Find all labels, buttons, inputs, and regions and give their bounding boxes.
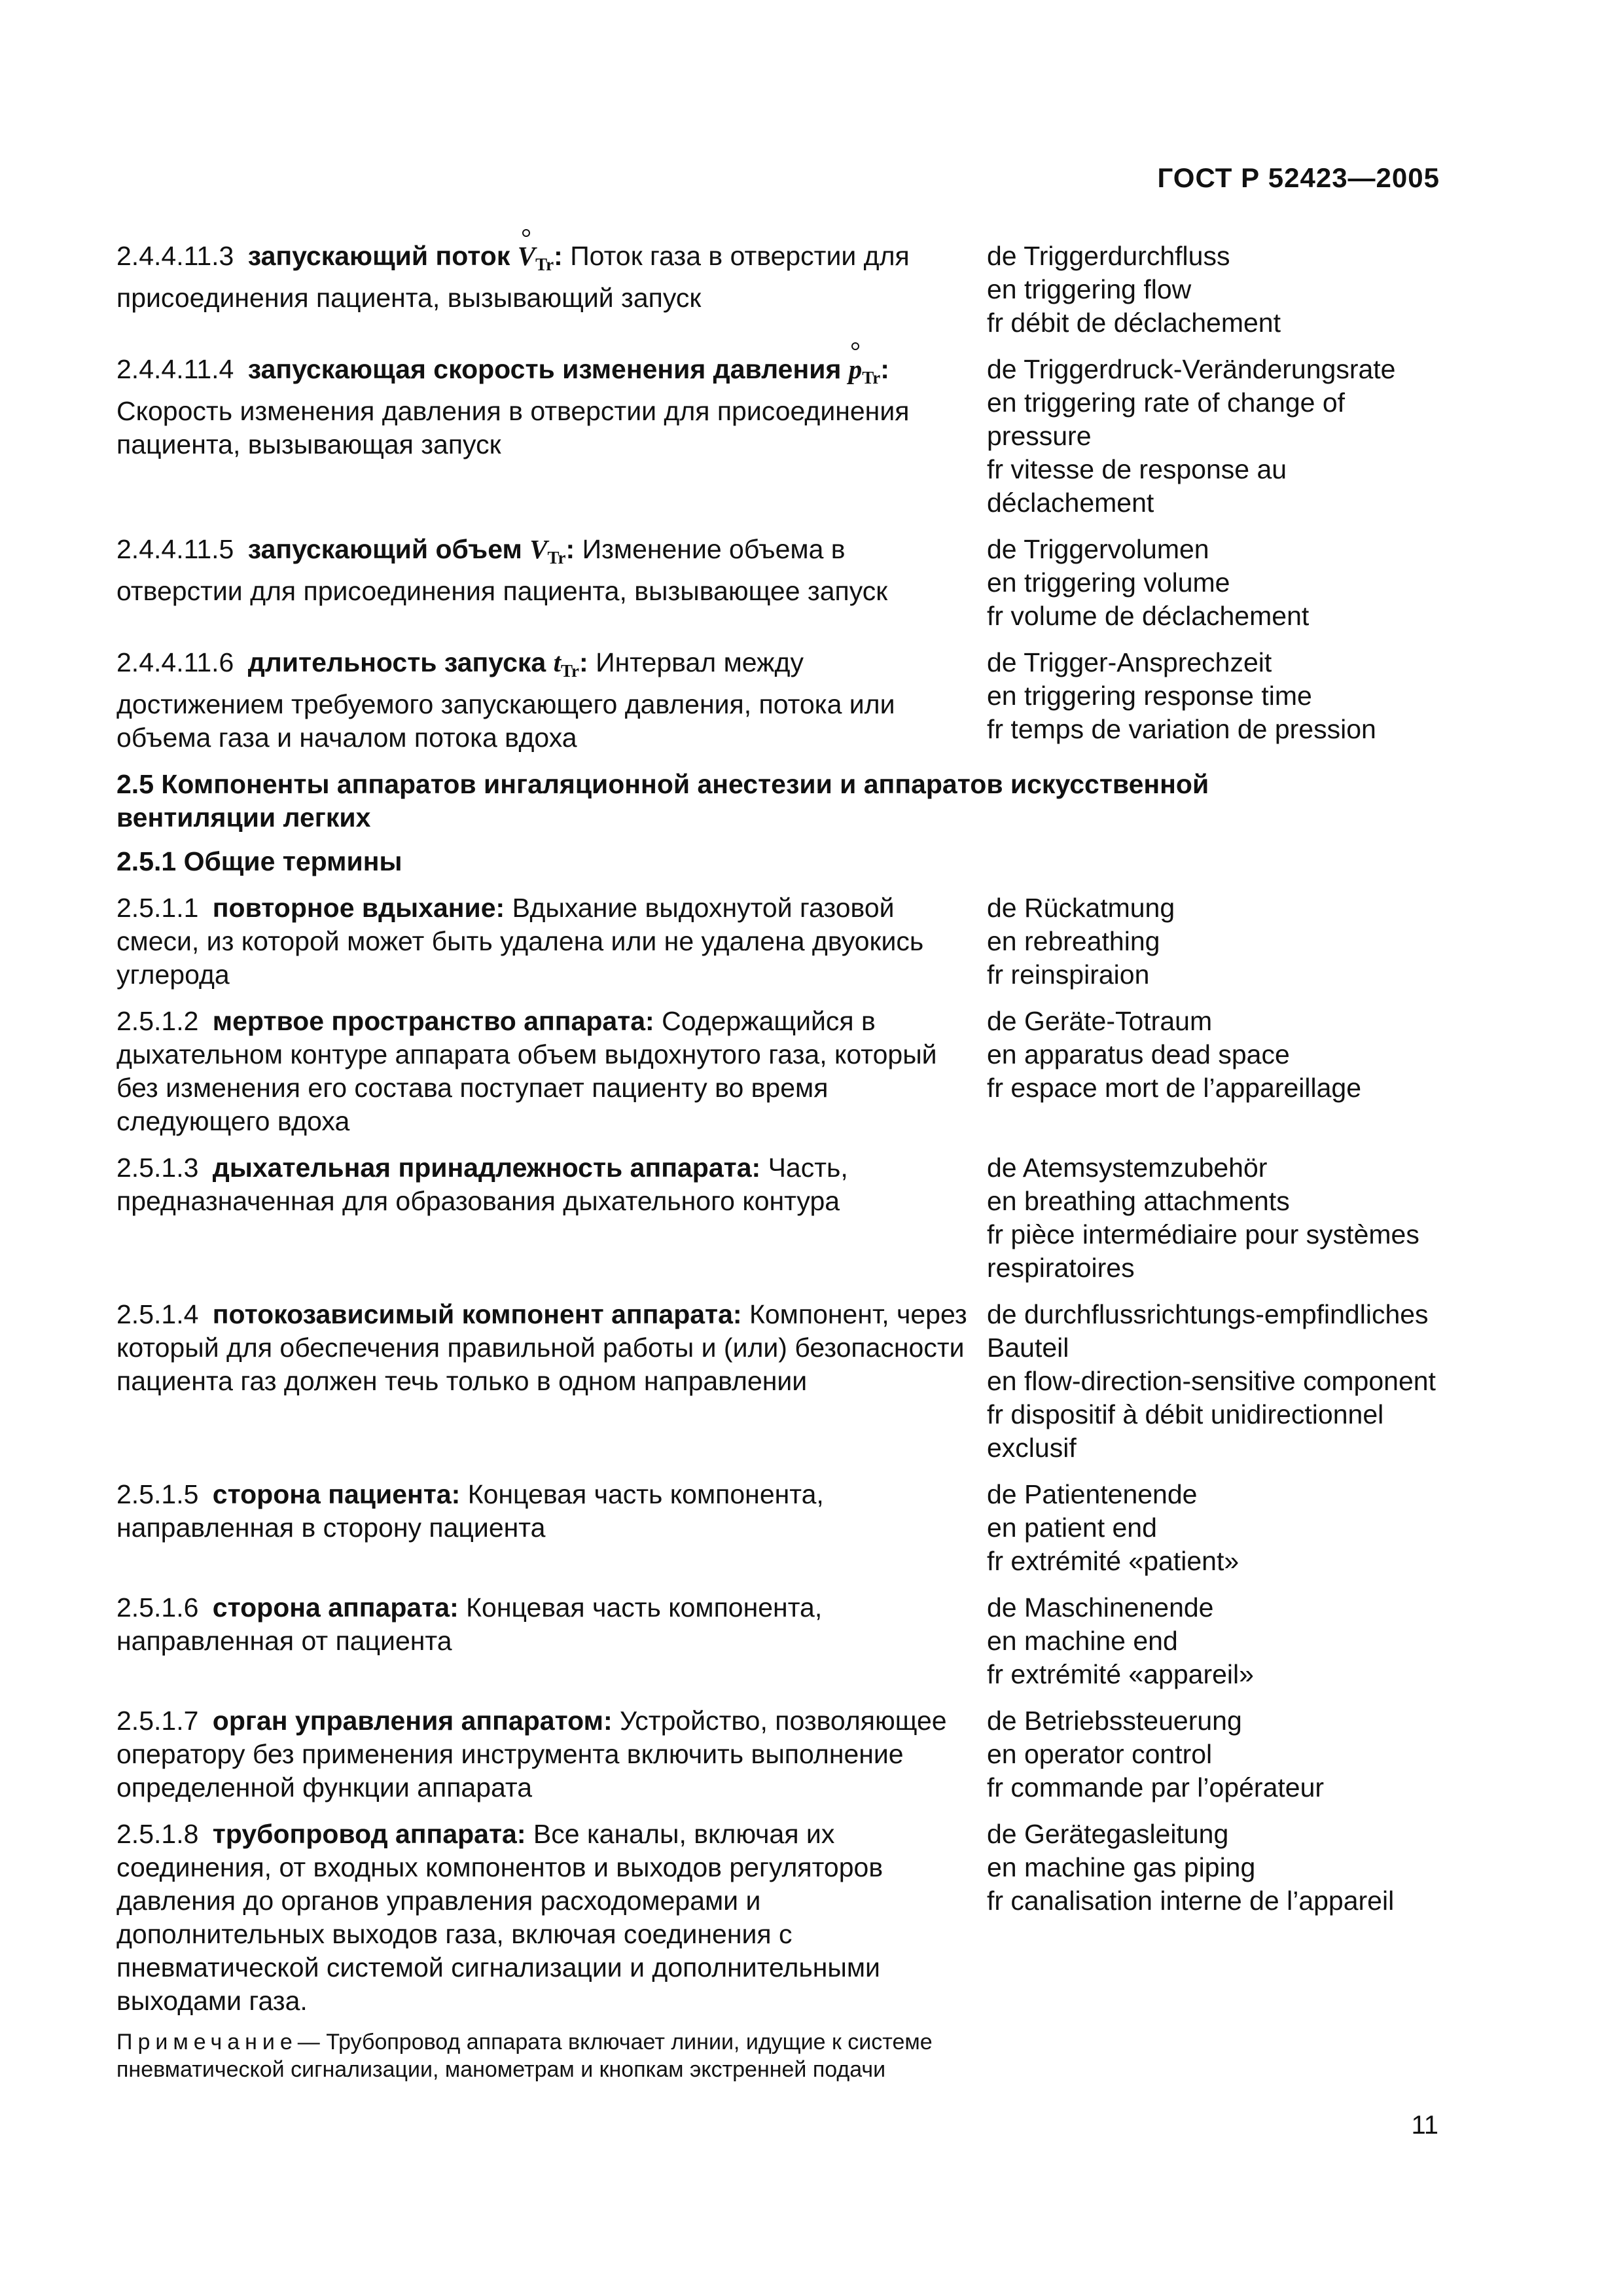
translation-en: en machine end: [987, 1626, 1178, 1656]
term-entry: [116, 1005, 1445, 1138]
translation-de: de Gerätegasleitung: [987, 1819, 1229, 1849]
translation-fr: fr extrémité «patient»: [987, 1546, 1240, 1576]
symbol-subscript: Tr: [862, 368, 881, 387]
term-entry: [116, 533, 1445, 633]
term-translations: [987, 1704, 1445, 1804]
term-number: 2.5.1.6: [116, 1592, 199, 1623]
term-entry: [116, 891, 1445, 992]
symbol-subscript: Tr: [561, 661, 580, 681]
note-text: — Трубопровод аппарата включает линии, идущие к системе пневматической сигнализации, манометрам и кнопкам экстренней подачи: [116, 2030, 933, 2082]
term-name: орган управления аппаратом:: [212, 1706, 613, 1736]
term-entry: [116, 240, 1445, 340]
term-number: 2.5.1.1: [116, 893, 199, 923]
translation-de: de Triggervolumen: [987, 534, 1209, 564]
translation-en: en triggering volume: [987, 567, 1230, 598]
term-translations: [987, 646, 1445, 755]
term-entry: [116, 1818, 1445, 2018]
translation-de: de Atemsystemzubehör: [987, 1153, 1268, 1183]
translation-en: en breathing attachments: [987, 1186, 1290, 1216]
translation-fr: fr extrémité «appareil»: [987, 1659, 1254, 1689]
term-name: запускающий объем: [247, 534, 522, 564]
translation-fr: fr volume de déclachement: [987, 601, 1310, 631]
symbol-letter: p: [848, 354, 863, 384]
translation-en: en flow-direction-sensitive component: [987, 1366, 1436, 1396]
term-translations: [987, 353, 1445, 520]
term-symbol: [517, 241, 554, 274]
translation-de: de durchflussrichtungs-empfindliches Bauteil: [987, 1299, 1429, 1363]
term-definition-block: 2.4.4.11.5 запускающий объем $V_{Tr}$: Изменение объема в отверстии для присоединения пациента, вызывающее запуск: [116, 534, 888, 606]
translation-fr: fr pièce intermédiaire pour systèmes respiratoires: [987, 1219, 1419, 1283]
term-definition: Концевая часть компонента, направленная в сторону пациента: [116, 1479, 824, 1543]
note: [116, 2028, 961, 2083]
page-number: 11: [1411, 2111, 1438, 2140]
term-definition-block: 2.4.4.11.4 запускающая скорость изменения давления $p_{Tr}$: Скорость изменения давления в отверстии для присоединения пациента, вызывающая запуск: [116, 354, 910, 459]
term-name: запускающая скорость изменения давления: [247, 354, 842, 384]
term-definition-block: 2.4.4.11.6 длительность запуска $t_{Tr}$: Интервал между достижением требуемого запускающего давления, потока или объема газа и началом потока вдоха: [116, 647, 895, 753]
term-translations: [987, 1005, 1445, 1138]
term-definition: Изменение объема в отверстии для присоединения пациента, вызывающее запуск: [116, 534, 888, 606]
translation-de: de Betriebssteuerung: [987, 1706, 1242, 1736]
term-definition: Устройство, позволяющее оператору без применения инструмента включить выполнение определенной функции аппарата: [116, 1706, 947, 1803]
symbol-subscript: Tr: [535, 255, 554, 274]
term-name: потокозависимый компонент аппарата:: [212, 1299, 742, 1329]
term-definition-block: [116, 1151, 967, 1285]
term-definition-block: [116, 1818, 967, 2018]
term-name: длительность запуска: [247, 647, 546, 677]
translation-de: de Triggerdurchfluss: [987, 241, 1230, 271]
term-definition-block: [116, 1478, 967, 1578]
term-definition: Вдыхание выдохнутой газовой смеси, из которой может быть удалена или не удалена двуокись углерода: [116, 893, 924, 990]
term-definition-block: [116, 891, 967, 992]
term-symbol: [848, 354, 881, 387]
symbol-subscript: Tr: [547, 548, 566, 567]
term-name: повторное вдыхание:: [212, 893, 505, 923]
term-number: 2.5.1.5: [116, 1479, 199, 1509]
term-translations: [987, 1478, 1445, 1578]
term-definition: Интервал между достижением требуемого запускающего давления, потока или объема газа и началом потока вдоха: [116, 647, 895, 753]
term-number: 2.4.4.11.3: [116, 241, 234, 271]
translation-en: en patient end: [987, 1513, 1157, 1543]
term-entry: [116, 353, 1445, 520]
term-name: сторона пациента:: [212, 1479, 461, 1509]
term-definition-block: [116, 1298, 967, 1465]
term-translations: [987, 891, 1445, 992]
term-number: 2.4.4.11.4: [116, 354, 234, 384]
page-content: [116, 240, 1445, 2083]
symbol-letter: V: [517, 241, 536, 271]
note-label: Примечание: [116, 2030, 298, 2054]
translation-en: en triggering flow: [987, 274, 1192, 304]
term-number: 2.5.1.4: [116, 1299, 199, 1329]
term-number: 2.5.1.2: [116, 1006, 199, 1036]
translation-de: de Patientenende: [987, 1479, 1198, 1509]
term-number: 2.4.4.11.6: [116, 647, 234, 677]
term-definition: Компонент, через который для обеспечения правильной работы и (или) безопасности пациента газ должен течь только в одном направлении: [116, 1299, 967, 1396]
term-definition: Концевая часть компонента, направленная от пациента: [116, 1592, 823, 1656]
term-entry: [116, 1298, 1445, 1465]
term-definition: Содержащийся в дыхательном контуре аппарата объем выдохнутого газа, который без изменения его состава поступает пациенту во время следующего вдоха: [116, 1006, 937, 1136]
term-number: 2.5.1.8: [116, 1819, 199, 1849]
term-name: мертвое пространство аппарата:: [212, 1006, 654, 1036]
translation-fr: fr vitesse de response au déclachement: [987, 454, 1287, 518]
translation-fr: fr espace mort de l’appareillage: [987, 1073, 1362, 1103]
term-definition: Поток газа в отверстии для присоединения пациента, вызывающий запуск: [116, 241, 910, 313]
term-entry: [116, 1151, 1445, 1285]
translation-en: en triggering response time: [987, 681, 1312, 711]
term-translations: [987, 533, 1445, 633]
translation-de: de Maschinenende: [987, 1592, 1214, 1623]
translation-fr: fr dispositif à débit unidirectionnel exclusif: [987, 1399, 1384, 1463]
term-number: 2.5.1.7: [116, 1706, 199, 1736]
term-name: трубопровод аппарата:: [212, 1819, 526, 1849]
term-name: сторона аппарата:: [212, 1592, 459, 1623]
term-translations: [987, 1591, 1445, 1691]
translation-en: en rebreathing: [987, 926, 1160, 956]
translation-fr: fr commande par l’opérateur: [987, 1772, 1325, 1803]
translation-en: en apparatus dead space: [987, 1039, 1290, 1069]
section-heading: 2.5 Компоненты аппаратов ингаляционной анестезии и аппаратов искусственной вентиляции легких: [116, 769, 1209, 833]
term-entry: [116, 1478, 1445, 1578]
term-definition-block: [116, 1591, 967, 1691]
standard-header: ГОСТ Р 52423—2005: [1157, 162, 1440, 193]
translation-en: en machine gas piping: [987, 1852, 1256, 1882]
translation-en: en triggering rate of change of pressure: [987, 387, 1346, 451]
term-number: 2.4.4.11.5: [116, 534, 234, 564]
term-number: 2.5.1.3: [116, 1153, 199, 1183]
symbol-letter: t: [553, 647, 562, 677]
term-entry: [116, 646, 1445, 755]
subsection-heading: 2.5.1 Общие термины: [116, 846, 402, 876]
translation-fr: fr canalisation interne de l’appareil: [987, 1886, 1395, 1916]
term-definition: Часть, предназначенная для образования дыхательного контура: [116, 1153, 848, 1216]
translation-en: en operator control: [987, 1739, 1213, 1769]
term-definition: Все каналы, включая их соединения, от входных компонентов и выходов регуляторов давления до органов управления расходомерами и дополнительных выходов газа, включая соединения с пневматической системой сигнализации и дополнительными выходами газа.: [116, 1819, 883, 2016]
translation-fr: fr temps de variation de pression: [987, 714, 1376, 744]
symbol-letter: V: [529, 534, 548, 564]
term-definition-block: [116, 1005, 967, 1138]
translation-fr: fr reinspiraion: [987, 960, 1150, 990]
term-definition-block: 2.4.4.11.3 запускающий поток $V_{Tr}$: Поток газа в отверстии для присоединения пациента, вызывающий запуск: [116, 241, 910, 313]
term-translations: [987, 1298, 1445, 1465]
translation-de: de Geräte-Totraum: [987, 1006, 1213, 1036]
translation-de: de Trigger-Ansprechzeit: [987, 647, 1272, 677]
term-symbol: [529, 534, 566, 567]
term-symbol: [553, 647, 580, 681]
term-name: дыхательная принадлежность аппарата:: [212, 1153, 761, 1183]
term-translations: [987, 240, 1445, 340]
term-name: запускающий поток: [247, 241, 510, 271]
translation-fr: fr débit de déclachement: [987, 308, 1281, 338]
term-entry: [116, 1704, 1445, 1804]
term-definition-block: [116, 1704, 967, 1804]
term-translations: [987, 1818, 1445, 2018]
term-translations: [987, 1151, 1445, 1285]
term-definition: Скорость изменения давления в отверстии для присоединения пациента, вызывающая запуск: [116, 396, 910, 459]
translation-de: de Triggerdruck-Veränderungsrate: [987, 354, 1396, 384]
translation-de: de Rückatmung: [987, 893, 1175, 923]
term-entry: [116, 1591, 1445, 1691]
